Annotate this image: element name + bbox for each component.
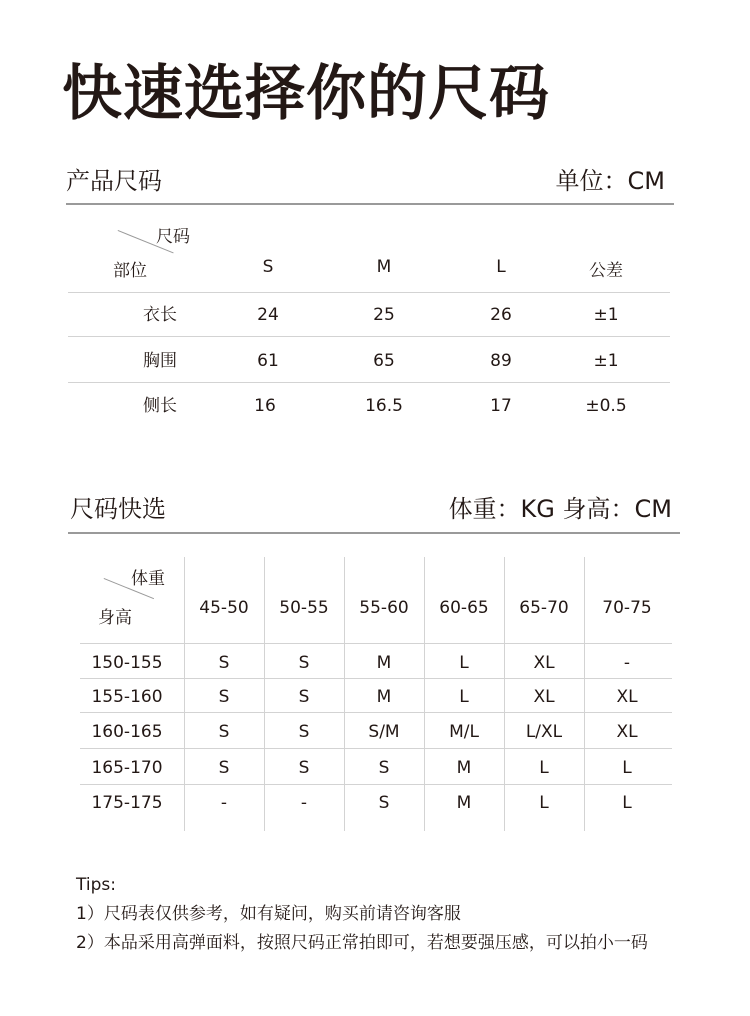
column-divider (184, 557, 185, 831)
column-header: 60-65 (439, 598, 489, 618)
table-cell: 61 (257, 351, 279, 371)
table-cell: L (459, 687, 469, 707)
row-divider (68, 336, 670, 337)
table-cell: - (220, 793, 228, 813)
page-title: 快速选择你的尺码 (62, 59, 550, 129)
product-size-heading: 产品尺码 (66, 167, 162, 195)
column-header-m: M (376, 257, 392, 277)
table-cell: M (376, 687, 392, 707)
table-cell: M (456, 793, 472, 813)
row-label: 侧长 (143, 396, 177, 416)
table-cell: 25 (373, 305, 395, 325)
corner-height-label: 身高 (98, 608, 132, 628)
corner-weight-label: 体重 (131, 569, 165, 589)
column-header: 70-75 (602, 598, 652, 618)
table-cell: S (378, 758, 390, 778)
corner-size-label: 尺码 (156, 227, 190, 247)
table-cell: 65 (373, 351, 395, 371)
table-cell: S (298, 722, 310, 742)
table-cell: L (622, 793, 632, 813)
column-header: 65-70 (519, 598, 569, 618)
tip-item: 2）本品采用高弹面料，按照尺码正常拍即可，若想要强压感，可以拍小一码 (76, 933, 648, 953)
column-divider (584, 557, 585, 831)
table-cell: ±1 (593, 351, 619, 371)
column-header: 50-55 (279, 598, 329, 618)
table-cell: L (622, 758, 632, 778)
column-divider (504, 557, 505, 831)
row-label: 175-175 (91, 793, 163, 813)
corner-part-label: 部位 (113, 261, 147, 281)
row-label: 160-165 (91, 722, 163, 742)
column-divider (424, 557, 425, 831)
table-cell: S (218, 687, 230, 707)
table-cell: XL (533, 653, 555, 673)
table-cell: L (539, 793, 549, 813)
row-label: 155-160 (91, 687, 163, 707)
table-cell: 26 (490, 305, 512, 325)
column-header-tolerance: 公差 (589, 261, 623, 281)
table-cell: 16 (254, 396, 276, 416)
product-size-rule (66, 203, 674, 205)
table-cell: ±1 (593, 305, 619, 325)
table-cell: S (298, 758, 310, 778)
table-cell: 89 (490, 351, 512, 371)
row-divider (80, 784, 672, 785)
table-cell: XL (533, 687, 555, 707)
table-cell: 24 (257, 305, 279, 325)
quick-size-heading: 尺码快选 (70, 495, 166, 523)
table-cell: M (456, 758, 472, 778)
table-cell: L/XL (525, 722, 563, 742)
column-header-s: S (262, 257, 274, 277)
row-label: 150-155 (91, 653, 163, 673)
row-divider (80, 643, 672, 644)
column-header: 45-50 (199, 598, 249, 618)
row-label: 衣长 (143, 305, 177, 325)
table-cell: M (376, 653, 392, 673)
quick-size-rule (68, 532, 680, 534)
row-label: 胸围 (143, 351, 177, 371)
table-cell: XL (616, 687, 638, 707)
table-cell: 17 (490, 396, 512, 416)
table-cell: S (298, 653, 310, 673)
table-cell: - (623, 653, 631, 673)
table-cell: - (300, 793, 308, 813)
table-cell: L (539, 758, 549, 778)
row-label: 165-170 (91, 758, 163, 778)
tips-heading: Tips: (76, 875, 116, 895)
table-cell: S/M (368, 722, 400, 742)
table-cell: S (298, 687, 310, 707)
table-cell: S (218, 758, 230, 778)
row-divider (80, 712, 672, 713)
product-size-unit: 单位：CM (555, 167, 665, 195)
row-divider (80, 748, 672, 749)
table-cell: L (459, 653, 469, 673)
tip-item: 1）尺码表仅供参考，如有疑问，购买前请咨询客服 (76, 904, 461, 924)
column-divider (344, 557, 345, 831)
table-cell: XL (616, 722, 638, 742)
table-cell: S (218, 653, 230, 673)
row-divider (68, 382, 670, 383)
column-header-l: L (496, 257, 506, 277)
table-cell: M/L (449, 722, 479, 742)
table-cell: S (378, 793, 390, 813)
table-cell: ±0.5 (585, 396, 627, 416)
column-header: 55-60 (359, 598, 409, 618)
quick-size-unit: 体重：KG 身高：CM (448, 495, 672, 523)
row-divider (68, 292, 670, 293)
table-cell: 16.5 (365, 396, 403, 416)
table-cell: S (218, 722, 230, 742)
row-divider (80, 678, 672, 679)
column-divider (264, 557, 265, 831)
